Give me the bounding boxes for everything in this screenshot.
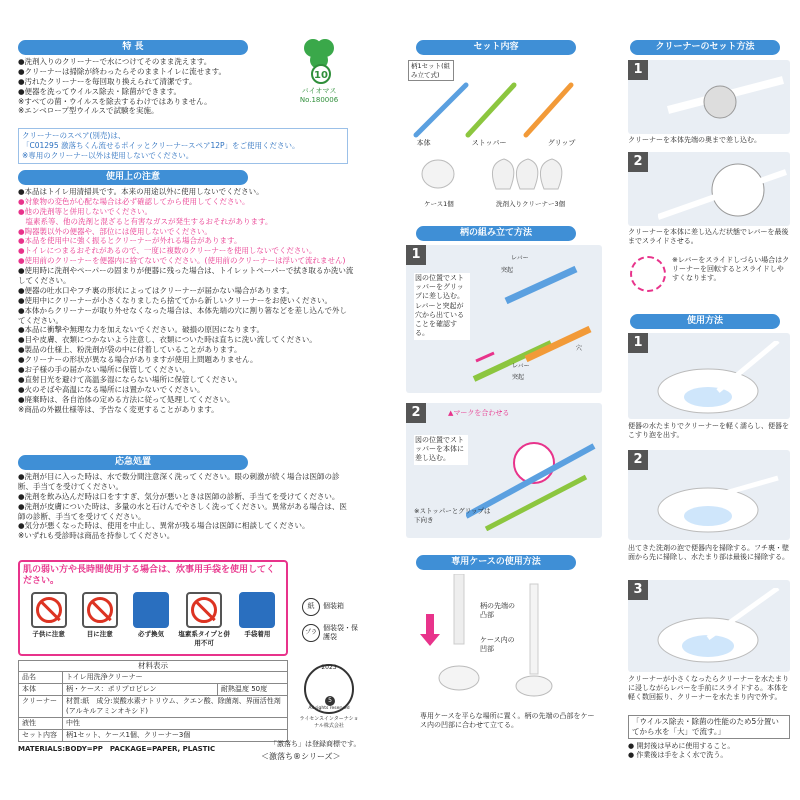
biomass-mark: 10 バイオマス No.180006	[289, 36, 349, 105]
cleaner-count: 洗剤入りクリーナー3個	[496, 200, 566, 208]
part-grip: グリップ	[547, 139, 576, 147]
caution-item: 塩素系等、他の洗剤と混ざると有害なガスが発生するおそれがあります。	[18, 216, 273, 226]
materials-row: セット内容 柄1セット、ケース1個、クリーナー3個	[19, 730, 288, 742]
caution-item: ●本品はトイレ用清掃具です。本来の用途以外に使用しないでください。	[18, 187, 264, 196]
materials-row: 本体 柄・ケース：ポリプロピレン 耐熱温度 50度	[19, 684, 288, 696]
spare-note: クリーナーのスペア(別売)は、 「C01295 激落ちくん流せるポイッとクリーナースペア12P」をご使用ください。 ※専用のクリーナー以外は使用しないでください。	[18, 128, 348, 164]
caution-item: ●使用前のクリーナーを便器内に捨てないでください。(使用前のクリーナーは浮いて流れません)	[18, 256, 346, 266]
case-and-cleaner-illustration	[416, 154, 576, 194]
usage-step1-text: 便器の水たまりでクリーナーを軽く濡らし、便器をこすり泡を出す。	[628, 422, 789, 440]
case-usage-text: 専用ケースを平らな場所に置く。柄の先端の凸部をケース内の凹部に合わせて立てる。	[420, 712, 595, 730]
caution-item: ※商品の外観仕様等は、予告なく変更することがあります。	[18, 404, 219, 414]
caution-item: ●対象物の変色が心配な場合は必ず確認してから使用してください。	[18, 196, 250, 206]
emergency-header: 応急処置	[18, 455, 248, 470]
caution-item: ●目や皮膚、衣類につかないよう注意し、衣類についた時は直ちに洗い流してください。	[18, 335, 317, 345]
materials-row: 品名 トイレ用洗浄クリーナー	[19, 671, 288, 683]
paper-recycle-icon: 紙	[302, 598, 320, 616]
caution-item: ●使用時に洗剤やペーパーの固まりが便器に残った場合は、トイレットペーパーで拭き取るか洗い流してください。	[18, 266, 354, 286]
trademark-note: 「激落ち」は登録商標です。	[270, 740, 361, 748]
caution-item: ●廃棄時は、各自治体の定める方法に従って処理してください。	[18, 394, 235, 404]
setup-step1-panel: 1	[628, 60, 790, 134]
case-label-convex: 柄の先端の凸部	[480, 602, 515, 620]
caution-item: ●本品を使用中に強く振るとクリーナーが外れる場合があります。	[18, 236, 242, 246]
no-chlorine-icon: 塩素系タイプと併用不可	[178, 592, 230, 648]
setup-note: ※レバーをスライドしづらい場合はクリーナーを回転するとスライドしやすくなります。	[672, 256, 790, 283]
child-warning-icon: 子供に注意	[25, 592, 73, 648]
caution-item: ●使用中にクリーナーが小さくなりましたら捨ててから新しいクリーナーをお使いください。	[18, 295, 333, 305]
gloves-icon: 手袋着用	[233, 592, 281, 648]
assembly-step2-panel: 2 ▲マークを合わせる 図の位置でストッパーを本体に差し込む。 ※ストッパーとグリップは下向き	[406, 403, 602, 538]
assembly-step1-panel: 1 図の位置でストッパーをグリップに差し込む。レバーと突起が穴から出ていることを確認する。 レバー 突起 穴 レバー 突起	[406, 245, 602, 393]
series-label: ＜激落ち®シリーズ＞	[261, 752, 341, 761]
case-label-concave: ケース内の凹部	[480, 636, 515, 654]
caution-item: ●本品に衝撃や無理な力を加えないでください。破損の原因になります。	[18, 325, 264, 335]
caution-item: ●直射日光を避けて高温多湿にならない場所に保管してください。	[18, 374, 243, 384]
cleaner-setup-header: クリーナーのセット方法	[630, 40, 780, 55]
part-body: 本体	[416, 139, 431, 147]
caution-item: ●他の洗剤等と併用しないでください。	[18, 206, 153, 216]
materials-row: クリーナー 材質:紙 成分:炭酸水素ナトリウム、クエン酸、除菌剤、界面活性剤(アルキルアミンオキシド)	[19, 696, 288, 717]
recycle-marks: 紙 個装箱 プラ 個装袋・保護袋	[302, 598, 362, 642]
caution-item: ●火のそばや高温になる場所には置かないでください。	[18, 384, 205, 394]
handle-parts-illustration	[406, 80, 596, 140]
caution-item: ●お子様の手の届かない場所に保管してください。	[18, 365, 190, 375]
caution-item: ●陶器製以外の便器や、部位には使用しないでください。	[18, 226, 212, 236]
set-box-label: 柄1セット(組み立て式)	[408, 60, 454, 81]
caution-header: 使用上の注意	[18, 170, 248, 185]
usage-step1-panel: 1	[628, 333, 790, 419]
case-usage-header: 専用ケースの使用方法	[416, 555, 576, 570]
usage-step2-panel: 2	[628, 450, 790, 540]
eye-warning-icon: 目に注意	[76, 592, 124, 648]
assembly-header: 柄の組み立て方法	[416, 226, 576, 241]
case-count: ケース1個	[424, 200, 454, 208]
caution-list	[18, 187, 354, 414]
part-stopper: ストッパー	[471, 139, 507, 147]
usage-quote: 「ウイルス除去・除菌の性能のため5分置いてから水を「大」で流す。」	[628, 715, 790, 739]
materials-table: 材料表示 品名 トイレ用洗浄クリーナー 本体 柄・ケース：ポリプロピレン 耐熱温度 50度 クリーナー 材質:紙 成分:炭酸水素ナトリウム、クエン酸、除菌剤、界面活性剤(アルキルアミンオキシド) 液性 中性 セット内容 柄1セット、ケース1個、クリーナー3個 MATERIALS:BODY=PP PACKAGE=PAPER, PLASTIC	[18, 660, 288, 755]
ventilation-icon: 必ず換気	[127, 592, 175, 648]
set-contents-header: セット内容	[416, 40, 576, 55]
caution-item: ●便器の吐水口やフチ裏の形状によってはクリーナーが届かない場合があります。	[18, 285, 294, 295]
features-header: 特 長	[18, 40, 248, 55]
warning-box: 肌の弱い方や長時間使用する場合は、炊事用手袋を使用してください。 子供に注意 目に注意 必ず換気 塩素系タイプと併用不可 手袋着用	[18, 560, 288, 656]
setup-step2-text: クリーナーを本体に差し込んだ状態でレバーを最後までスライドさせる。	[628, 228, 789, 246]
rotate-icon	[630, 256, 666, 292]
caution-item: ●クリーナーの形状が異なる場合がありますが使用上問題ありません。	[18, 355, 258, 365]
svg-text:10: 10	[314, 70, 328, 81]
usage-end-notes: ● 開封後は早めに使用すること。 ● 作業後は手をよく水で洗う。	[628, 742, 735, 760]
usage-step3-text: クリーナーが小さくなったらクリーナーを水たまりに浸しながらレバーを手前にスライドする。本体を軽く数回振り、クリーナーを水たまり内で外す。	[628, 675, 789, 702]
plastic-recycle-icon: プラ	[302, 624, 320, 642]
features-list: ●洗剤入りのクリーナーで水につけてそのまま洗えます。 ●クリーナーは掃除が終わったらそのままトイレに流せます。 ●汚れたクリーナーを毎回取り換えられて清潔です。 ●便器を洗ってウイルス除去・除菌ができます。 ※すべての菌・ウイルスを除去するわけではありません。 ※エンベロープ型ウイルスで試験を実施。	[18, 57, 226, 116]
caution-item: ●本体からクリーナーが取り外せなくなった場合は、本体先端の穴に割り箸などを差し込んで外してください。	[18, 305, 348, 325]
emergency-list: ●洗剤が目に入った時は、水で数分間注意深く洗ってください。眼の刺激が続く場合は医師の診断、手当てを受けてください。 ●洗剤を飲み込んだ時は口をすすぎ、気分が悪いときは医師の診断、手当てを受けてください。 ●洗剤が皮膚についた時は、多量の水と石けんでやさしく洗ってください。異常がある場合は、医師の診断、手当てを受けてください。 ●気分が悪くなった時は、使用を中止し、異常が残る場合は医師に相談してください。 ※いずれも受診時は商品を持参してください。	[18, 472, 347, 541]
setup-step2-panel: 2	[628, 152, 790, 226]
usage-step2-text: 出てきた洗剤の泡で便器内を掃除する。フチ裏・壁面から先に掃除し、水たまり部は最後に掃除する。	[628, 544, 789, 562]
usage-step3-panel: 3	[628, 580, 790, 672]
usage-header: 使用方法	[630, 314, 780, 329]
setup-step1-text: クリーナーを本体先端の奥まで差し込む。	[628, 136, 761, 144]
license-seal: 2023 5 All rights reserved ライセンスインターナショナル株式会社	[299, 664, 359, 729]
caution-item: ●製品の仕様上、粉洗剤が袋の中に付着していることがあります。	[18, 345, 242, 355]
caution-item: ●トイレにつまるおそれがあるので、一度に複数のクリーナーを使用しないでください。	[18, 246, 317, 256]
materials-row: 液性 中性	[19, 717, 288, 729]
